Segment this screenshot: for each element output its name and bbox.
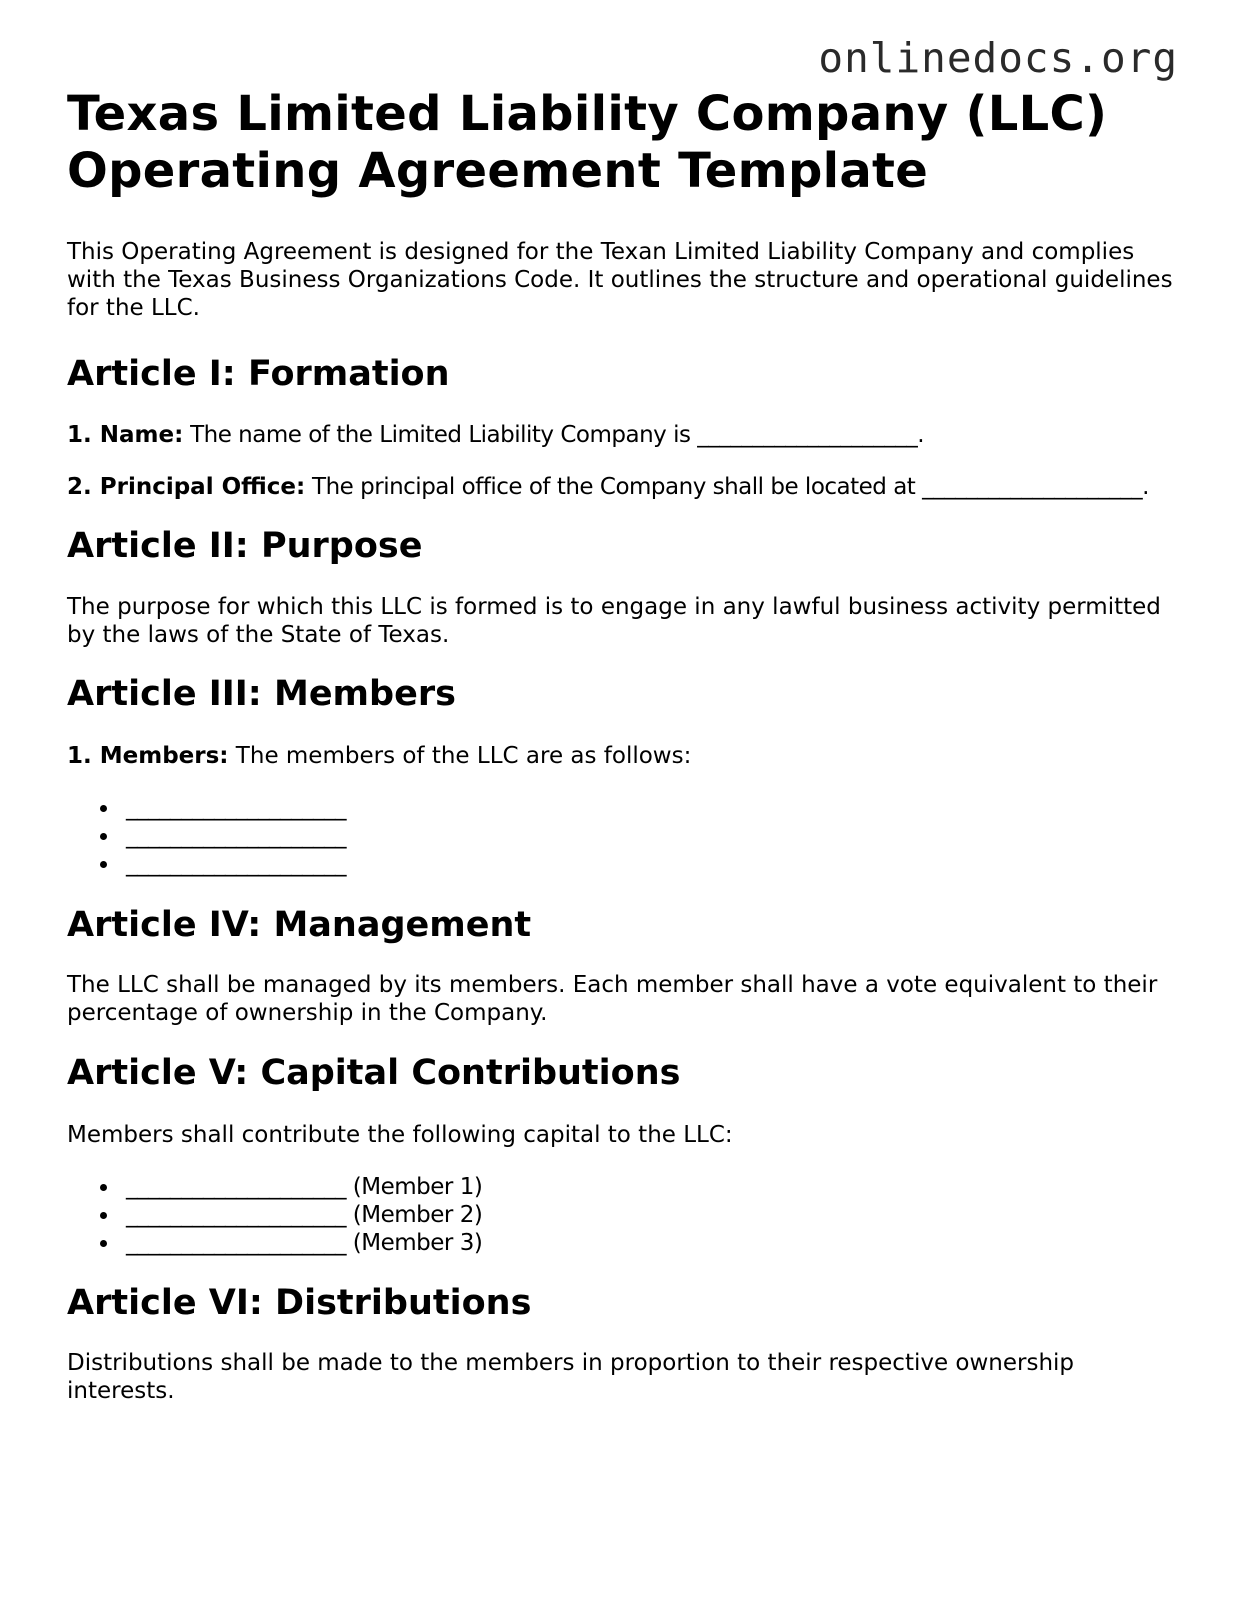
- article-2-heading: Article II: Purpose: [67, 526, 423, 566]
- article-6-heading: Article VI: Distributions: [67, 1283, 532, 1323]
- title-line-1: Texas Limited Liability Company (LLC): [67, 86, 1108, 142]
- members-list: [67, 794, 1177, 878]
- distributions-paragraph: Distributions shall be made to the members in proportion to their respective ownership interests.: [67, 1350, 1075, 1404]
- company-name-field: [67, 421, 1177, 449]
- document-page: [67, 86, 1177, 1405]
- company-name-label: 1. Name:: [67, 422, 184, 448]
- contribution-item-1: ____________________ (Member 1): [126, 1173, 1177, 1201]
- intro-paragraph: This Operating Agreement is designed for the Texan Limited Liability Company and complies with the Texas Business Organizations Code. It outlines the structure and operational guidelines for the LLC.: [67, 239, 1173, 321]
- members-field: [67, 742, 1177, 770]
- article-4-heading: Article IV: Management: [67, 905, 532, 945]
- article-3-heading: Article III: Members: [67, 674, 456, 714]
- members-label: 1. Members:: [67, 743, 229, 769]
- member-blank-3: ____________________: [126, 850, 1177, 878]
- member-blank-1: ____________________: [126, 794, 1177, 822]
- members-text: The members of the LLC are as follows:: [228, 743, 692, 769]
- company-name-text: The name of the Limited Liability Company is ____________________.: [183, 422, 925, 448]
- purpose-paragraph: The purpose for which this LLC is formed is to engage in any lawful business activity permitted by the laws of the State of Texas.: [67, 594, 1161, 648]
- capital-paragraph: Members shall contribute the following capital to the LLC:: [67, 1122, 733, 1148]
- management-paragraph: The LLC shall be managed by its members. Each member shall have a vote equivalent to their percentage of ownership in the Company.: [67, 972, 1158, 1026]
- contribution-item-3: ____________________ (Member 3): [126, 1229, 1177, 1257]
- member-blank-2: ____________________: [126, 822, 1177, 850]
- contribution-item-2: ____________________ (Member 2): [126, 1201, 1177, 1229]
- watermark-logo: onlinedocs.org: [818, 34, 1178, 82]
- capital-contributions-list: [67, 1173, 1177, 1257]
- principal-office-text: The principal office of the Company shall be located at ____________________.: [305, 474, 1149, 500]
- title-line-2: Operating Agreement Template: [67, 143, 929, 199]
- article-1-heading: Article I: Formation: [67, 354, 450, 394]
- document-title: [67, 86, 1177, 200]
- principal-office-label: 2. Principal Office:: [67, 474, 306, 500]
- principal-office-field: [67, 473, 1177, 501]
- article-5-heading: Article V: Capital Contributions: [67, 1053, 681, 1093]
